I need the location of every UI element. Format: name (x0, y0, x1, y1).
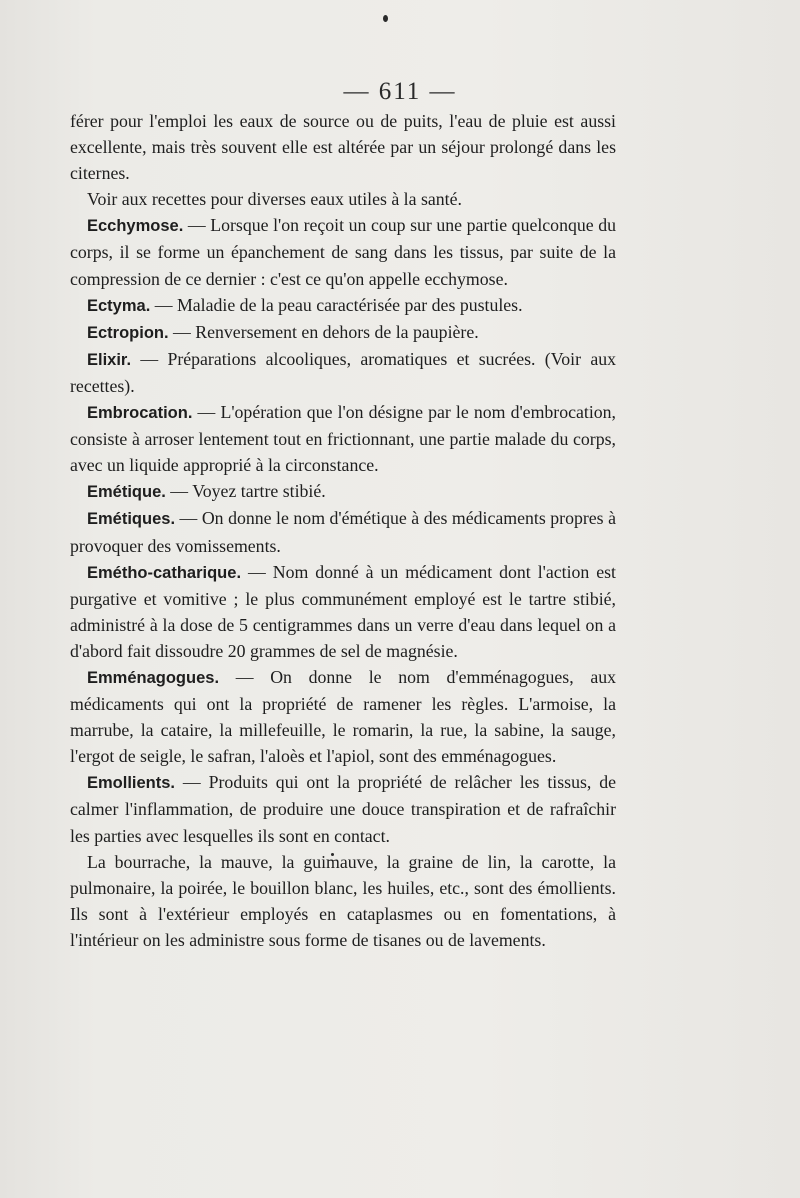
entry-term: Elixir. (87, 350, 132, 369)
entry-definition: Voyez tartre stibié. (192, 481, 326, 502)
paragraph-emollients-list: La bourrache, la mauve, la guimauve, la graine de lin, la carotte, la pulmonaire, la poirée, le bouillon blanc, les huiles, etc., sont des émollients. Ils sont à l'extérieur employés en cataplasmes ou en fomentations, à l'intérieur on les administre sous forme de tisanes ou de lavements. (70, 851, 616, 950)
entry-term: Emollients. (87, 774, 176, 793)
entry-term: Emétiques. (87, 510, 176, 529)
entry-emollients: Emollients. — Produits qui ont la propriété de relâcher les tissus, de calmer l'inflammation, de produire une douce transpiration et de rafraîchir les parties avec lesquelles ils sont en contact. (70, 772, 617, 846)
entry-term: Emétho-catharique. (87, 563, 242, 582)
entry-definition: Préparations alcooliques, aromatiques et sucrées. (Voir aux recettes). (70, 348, 616, 396)
page-text (70, 108, 616, 953)
entry-definition: Nom donné à un médicament dont l'action est purgative et vomitive ; le plus communément employé est le tartre stibié, administré à la dose de 5 centigrammes dans un verre d'eau dans lequel on a d'abord fait dissoudre 20 grammes de sel de magnésie. (70, 561, 616, 661)
entry-definition: L'opération que l'on désigne par le nom d'embrocation, consiste à arroser lentement tout en frictionnant, une partie malade du corps, avec un liquide approprié à la circonstance. (70, 402, 617, 476)
entry-elixir: Elixir. — Préparations alcooliques, aromatiques et sucrées. (Voir aux recettes). (70, 348, 616, 396)
entry-ectropion: Ectropion. — Renversement en dehors de la paupière. (87, 321, 479, 342)
entry-emetho-catharique: Emétho-catharique. — Nom donné à un médicament dont l'action est purgative et vomitive ; le plus communément employé est le tartre stibié, administré à la dose de 5 centigrammes dans un verre d'eau dans lequel on a d'abord fait dissoudre 20 grammes de sel de magnésie. (70, 561, 616, 661)
entry-emmenagogues: Emménagogues. — On donne le nom d'emménagogues, aux médicaments qui ont la propriété de ramener les règles. L'armoise, la marrube, la cataire, la millefeuille, le romarin, la rue, la sabine, la sauge, l'ergot de seigle, le safran, l'aloès et l'apiol, sont des emménagogues. (70, 666, 616, 767)
ink-speck (383, 15, 388, 22)
entry-term: Ectyma. (87, 296, 151, 315)
entry-term: Emménagogues. (87, 668, 220, 687)
entry-term: Embrocation. (87, 404, 193, 423)
entry-definition: On donne le nom d'emménagogues, aux médicaments qui ont la propriété de ramener les règles. L'armoise, la marrube, la cataire, la millefeuille, le romarin, la rue, la sabine, la sauge, l'ergot de seigle, le safran, l'aloès et l'apiol, sont des emménagogues. (70, 666, 616, 767)
paragraph-continuation: férer pour l'emploi les eaux de source ou de puits, l'eau de pluie est aussi excellente, mais très souvent elle est altérée par un séjour prolongé dans les citernes. (70, 111, 616, 184)
entry-definition: Maladie de la peau caractérisée par des pustules. (176, 294, 523, 315)
entry-term: Emétique. (87, 483, 166, 502)
paragraph-see-recipes: Voir aux recettes pour diverses eaux utiles à la santé. (87, 189, 462, 210)
entry-ectyma: Ectyma. — Maladie de la peau caractérisée par des pustules. (87, 294, 523, 315)
entry-definition: Produits qui ont la propriété de relâcher les tissus, de calmer l'inflammation, de produire une douce transpiration et de rafraîchir les parties avec lesquelles ils sont en contact. (70, 772, 617, 846)
entry-term: Ecchymose. (87, 217, 184, 236)
entry-emetiques: Emétiques. — On donne le nom d'émétique à des médicaments propres à provoquer des vomissements. (70, 508, 616, 556)
entry-term: Ectropion. (87, 323, 169, 342)
entry-definition: Lorsque l'on reçoit un coup sur une partie quelconque du corps, il se forme un épanchement de sang dans les tissus, par suite de la compression de ce dernier : c'est ce qu'on appelle ecchymose. (70, 215, 616, 289)
entry-embrocation: Embrocation. — L'opération que l'on désigne par le nom d'embrocation, consiste à arroser lentement tout en frictionnant, une partie malade du corps, avec un liquide approprié à la circonstance. (70, 402, 617, 476)
entry-emetique: Emétique. — Voyez tartre stibié. (87, 481, 326, 502)
entry-definition: On donne le nom d'émétique à des médicaments propres à provoquer des vomissements. (70, 508, 616, 556)
entry-definition: Renversement en dehors de la paupière. (195, 321, 479, 342)
page-number: — 611 — (343, 78, 457, 105)
entry-ecchymose: Ecchymose. — Lorsque l'on reçoit un coup sur une partie quelconque du corps, il se forme un épanchement de sang dans les tissus, par suite de la compression de ce dernier : c'est ce qu'on appelle ecchymose. (70, 215, 616, 289)
